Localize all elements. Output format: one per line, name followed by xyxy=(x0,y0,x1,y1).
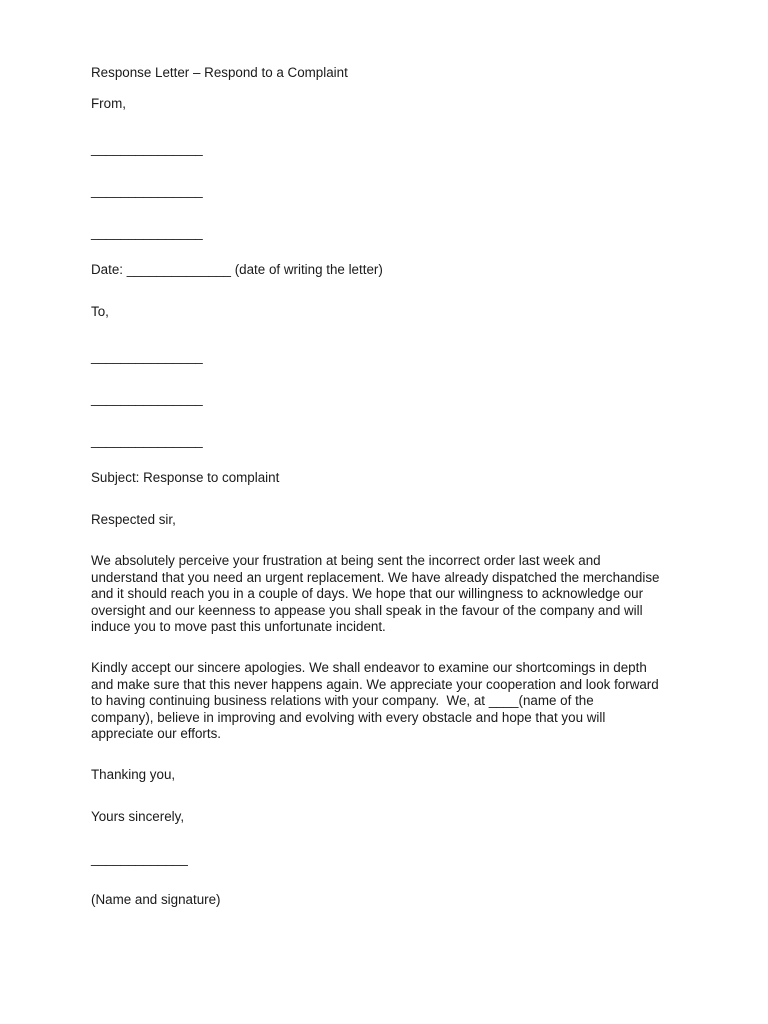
paragraph-line: oversight and our keenness to appease you shall speak in the favour of the company and will xyxy=(91,602,643,618)
paragraph-line: and it should reach you in a couple of days. We hope that our willingness to acknowledge our xyxy=(91,586,644,602)
from-label: From, xyxy=(91,96,126,111)
signature-note: (Name and signature) xyxy=(91,892,221,907)
paragraph-line: company), believe in improving and evolving with every obstacle and hope that you will xyxy=(91,709,606,725)
date-line: Date: ______________ (date of writing the letter) xyxy=(91,262,383,277)
to-blank-3: _______________ xyxy=(91,433,203,448)
from-blank-2: _______________ xyxy=(91,183,203,198)
letter-title: Response Letter – Respond to a Complaint xyxy=(91,65,348,80)
paragraph-line: We absolutely perceive your frustration at being sent the incorrect order last week and xyxy=(91,553,601,568)
paragraph-line: understand that you need an urgent replacement. We have already dispatched the merchandise xyxy=(91,569,660,585)
to-blank-1: _______________ xyxy=(91,349,203,364)
paragraph-line: and make sure that this never happens again. We appreciate your cooperation and look forward xyxy=(91,676,659,692)
signature-blank: _____________ xyxy=(91,851,188,866)
paragraph-line: to having continuing business relations with your company. We, at ____(name of the xyxy=(91,693,594,709)
body-paragraph-1 xyxy=(91,553,691,636)
salutation: Respected sir, xyxy=(91,512,176,527)
closing-line: Yours sincerely, xyxy=(91,809,185,824)
from-blank-1: _______________ xyxy=(91,141,203,156)
paragraph-line: induce you to move past this unfortunate incident. xyxy=(91,619,386,635)
to-label: To, xyxy=(91,304,109,319)
paragraph-line: appreciate our efforts. xyxy=(91,726,222,742)
to-blank-2: _______________ xyxy=(91,391,203,406)
thanking-line: Thanking you, xyxy=(91,767,176,782)
subject-line: Subject: Response to complaint xyxy=(91,470,280,485)
from-blank-3: _______________ xyxy=(91,225,203,240)
body-paragraph-2 xyxy=(91,660,691,743)
paragraph-line: Kindly accept our sincere apologies. We shall endeavor to examine our shortcomings in depth xyxy=(91,660,647,675)
